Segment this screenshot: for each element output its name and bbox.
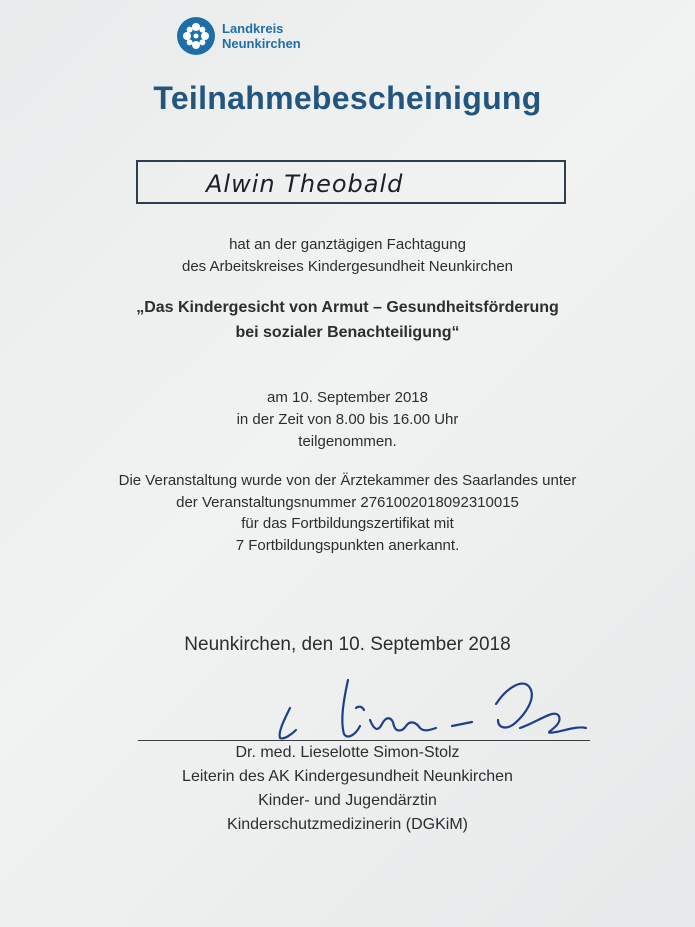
logo: [176, 16, 301, 56]
event-title-line-2: bei sozialer Benachteiligung“: [235, 324, 460, 341]
accreditation-line-1: Die Veranstaltung wurde von der Ärztekammer des Saarlandes unter: [118, 472, 577, 489]
participant-name-box: [136, 160, 566, 204]
accreditation-line-4: 7 Fortbildungspunkten anerkannt.: [235, 537, 460, 554]
signature-line: [138, 740, 590, 741]
accreditation-line-3: für das Fortbildungszertifikat mit: [241, 515, 454, 532]
place-and-date: Neunkirchen, den 10. September 2018: [184, 634, 511, 655]
signatory-role-3: Kinderschutzmedizinerin (DGKiM): [227, 816, 468, 833]
date-line: am 10. September 2018: [267, 389, 428, 406]
logo-line1: Landkreis: [222, 21, 284, 36]
signatory-role-2: Kinder- und Jugendärztin: [258, 792, 437, 809]
event-title-line-1: „Das Kindergesicht von Armut – Gesundheitsförderung: [136, 299, 559, 316]
signatory-name: Dr. med. Lieselotte Simon-Stolz: [235, 744, 460, 761]
accreditation-line-2: der Veranstaltungsnummer 2761002018092310015: [176, 494, 519, 511]
time-line: in der Zeit von 8.00 bis 16.00 Uhr: [236, 411, 459, 428]
participant-name: Alwin Theobald: [206, 170, 404, 198]
landkreis-logo-icon: [176, 16, 216, 56]
signatory-role-1: Leiterin des AK Kindergesundheit Neunkirchen: [182, 768, 513, 785]
logo-line2: Neunkirchen: [222, 36, 301, 51]
intro-line-2: des Arbeitskreises Kindergesundheit Neunkirchen: [181, 258, 514, 275]
handwritten-signature: [260, 668, 600, 748]
participated-line: teilgenommen.: [298, 433, 397, 450]
intro-line-1: hat an der ganztägigen Fachtagung: [229, 236, 466, 253]
page-title: Teilnahmebescheinigung: [153, 80, 542, 116]
